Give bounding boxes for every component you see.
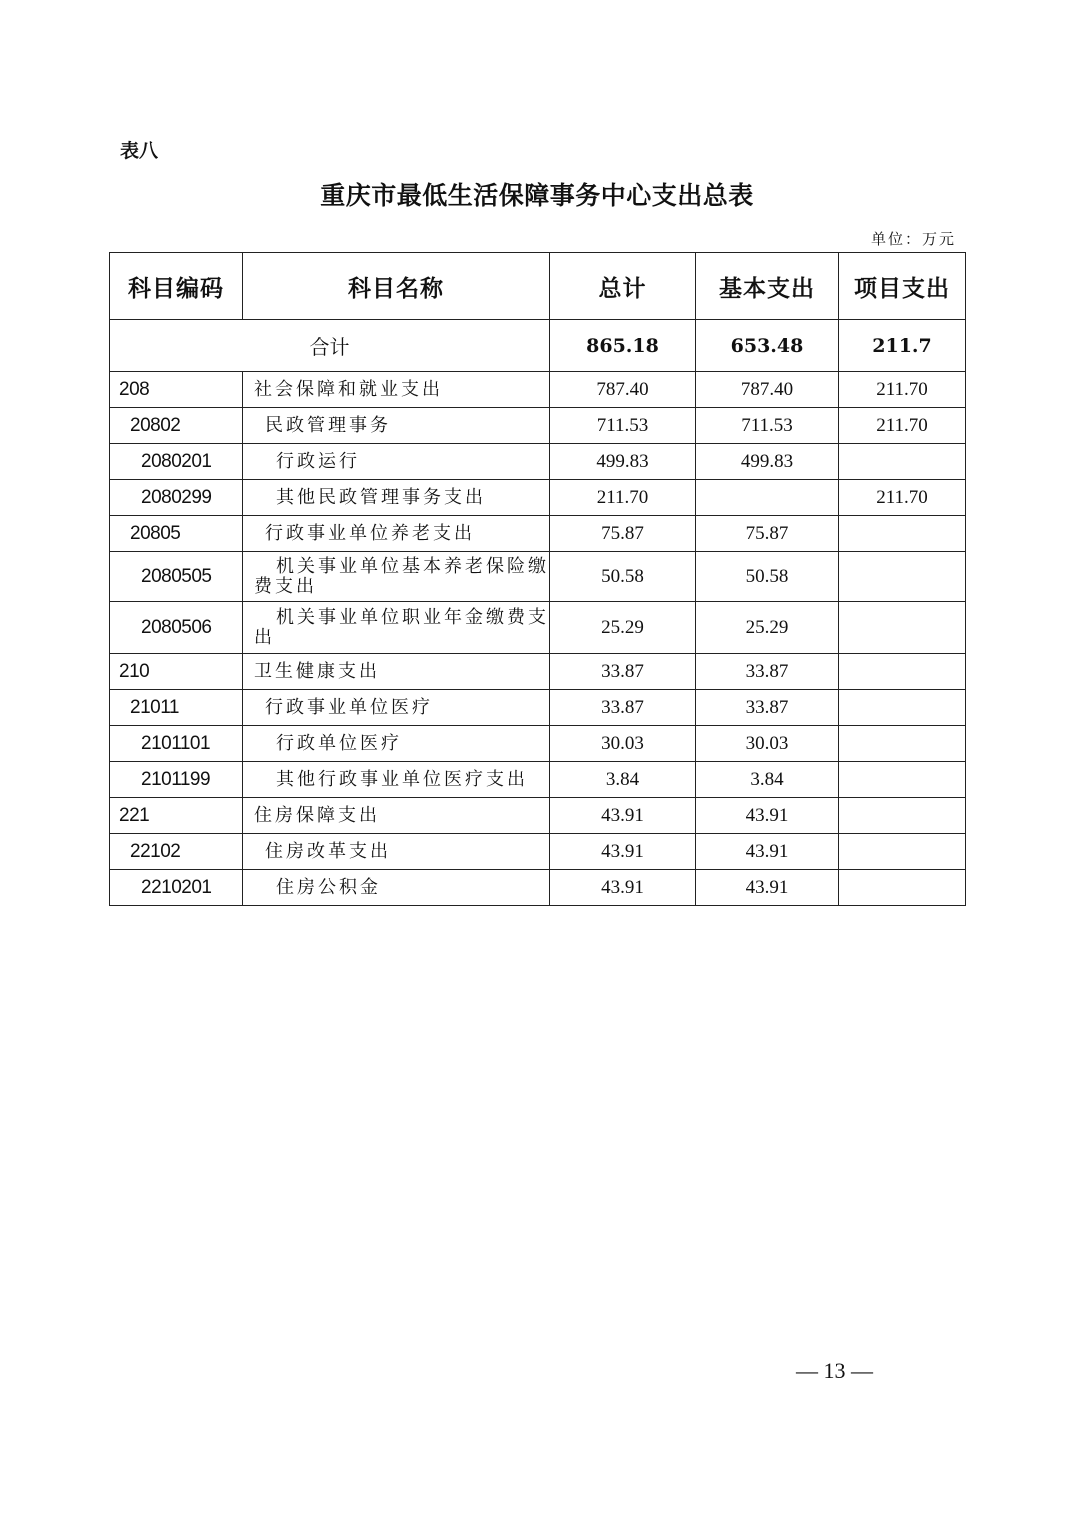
row-project: [839, 870, 966, 906]
table-row: [110, 444, 966, 480]
table-row: [110, 870, 966, 906]
table-row: [110, 798, 966, 834]
summary-basic: 653.48: [696, 320, 839, 372]
row-total: 50.58: [550, 552, 696, 602]
row-total: 33.87: [550, 690, 696, 726]
row-basic: 33.87: [696, 690, 839, 726]
row-code: 21011: [110, 690, 243, 726]
row-basic: 25.29: [696, 602, 839, 654]
row-name: 住房公积金: [243, 870, 550, 906]
row-total: 43.91: [550, 798, 696, 834]
table-row: [110, 654, 966, 690]
row-code: 221: [110, 798, 243, 834]
row-code: 2210201: [110, 870, 243, 906]
row-name: 机关事业单位职业年金缴费支出: [243, 602, 550, 654]
table-row: [110, 480, 966, 516]
row-project: [839, 552, 966, 602]
row-basic: 787.40: [696, 372, 839, 408]
table-label: 表八: [120, 140, 159, 162]
table-row: [110, 690, 966, 726]
summary-label: 合计: [110, 320, 550, 372]
table-row: [110, 834, 966, 870]
header-project: 项目支出: [839, 253, 966, 320]
row-code: 2080505: [110, 552, 243, 602]
row-project: [839, 834, 966, 870]
row-total: 33.87: [550, 654, 696, 690]
row-basic: 50.58: [696, 552, 839, 602]
row-name: 其他行政事业单位医疗支出: [243, 762, 550, 798]
row-total: 499.83: [550, 444, 696, 480]
table-row: [110, 726, 966, 762]
row-code: 20802: [110, 408, 243, 444]
header-basic: 基本支出: [696, 253, 839, 320]
row-project: [839, 798, 966, 834]
table-row: [110, 602, 966, 654]
row-total: 43.91: [550, 834, 696, 870]
row-total: 75.87: [550, 516, 696, 552]
row-basic: 43.91: [696, 870, 839, 906]
header-code: 科目编码: [110, 253, 243, 320]
row-total: 25.29: [550, 602, 696, 654]
table-row: [110, 516, 966, 552]
row-basic: [696, 480, 839, 516]
row-name: 其他民政管理事务支出: [243, 480, 550, 516]
row-basic: 43.91: [696, 798, 839, 834]
row-total: 211.70: [550, 480, 696, 516]
row-total: 3.84: [550, 762, 696, 798]
row-code: 2101101: [110, 726, 243, 762]
row-project: [839, 762, 966, 798]
row-code: 20805: [110, 516, 243, 552]
row-code: 208: [110, 372, 243, 408]
row-basic: 43.91: [696, 834, 839, 870]
row-project: [839, 602, 966, 654]
row-basic: 499.83: [696, 444, 839, 480]
row-project: 211.70: [839, 480, 966, 516]
table-row: [110, 762, 966, 798]
row-name: 机关事业单位基本养老保险缴费支出: [243, 552, 550, 602]
document-title: 重庆市最低生活保障事务中心支出总表: [320, 181, 754, 210]
expenditure-table: [109, 252, 966, 906]
header-total: 总计: [550, 253, 696, 320]
page-number: — 13 —: [796, 1358, 873, 1383]
row-code: 2101199: [110, 762, 243, 798]
row-basic: 30.03: [696, 726, 839, 762]
row-name: 行政运行: [243, 444, 550, 480]
unit-note: 单位：万元: [870, 230, 956, 248]
row-project: [839, 444, 966, 480]
row-name: 行政单位医疗: [243, 726, 550, 762]
row-project: [839, 690, 966, 726]
row-project: 211.70: [839, 372, 966, 408]
row-basic: 75.87: [696, 516, 839, 552]
table-row: [110, 552, 966, 602]
summary-project: 211.7: [839, 320, 966, 372]
row-name: 住房保障支出: [243, 798, 550, 834]
row-project: [839, 726, 966, 762]
row-total: 787.40: [550, 372, 696, 408]
row-code: 22102: [110, 834, 243, 870]
row-total: 30.03: [550, 726, 696, 762]
row-basic: 3.84: [696, 762, 839, 798]
row-code: 2080506: [110, 602, 243, 654]
summary-total: 865.18: [550, 320, 696, 372]
row-name: 民政管理事务: [243, 408, 550, 444]
row-code: 2080201: [110, 444, 243, 480]
row-basic: 33.87: [696, 654, 839, 690]
row-project: [839, 654, 966, 690]
row-total: 43.91: [550, 870, 696, 906]
row-project: [839, 516, 966, 552]
table-row: [110, 408, 966, 444]
table-row: [110, 372, 966, 408]
row-name: 行政事业单位养老支出: [243, 516, 550, 552]
row-name: 行政事业单位医疗: [243, 690, 550, 726]
row-name: 住房改革支出: [243, 834, 550, 870]
row-code: 210: [110, 654, 243, 690]
header-name: 科目名称: [243, 253, 550, 320]
row-name: 社会保障和就业支出: [243, 372, 550, 408]
row-code: 2080299: [110, 480, 243, 516]
summary-row: [110, 320, 966, 372]
header-row: [110, 253, 966, 320]
row-total: 711.53: [550, 408, 696, 444]
row-basic: 711.53: [696, 408, 839, 444]
row-name: 卫生健康支出: [243, 654, 550, 690]
row-project: 211.70: [839, 408, 966, 444]
